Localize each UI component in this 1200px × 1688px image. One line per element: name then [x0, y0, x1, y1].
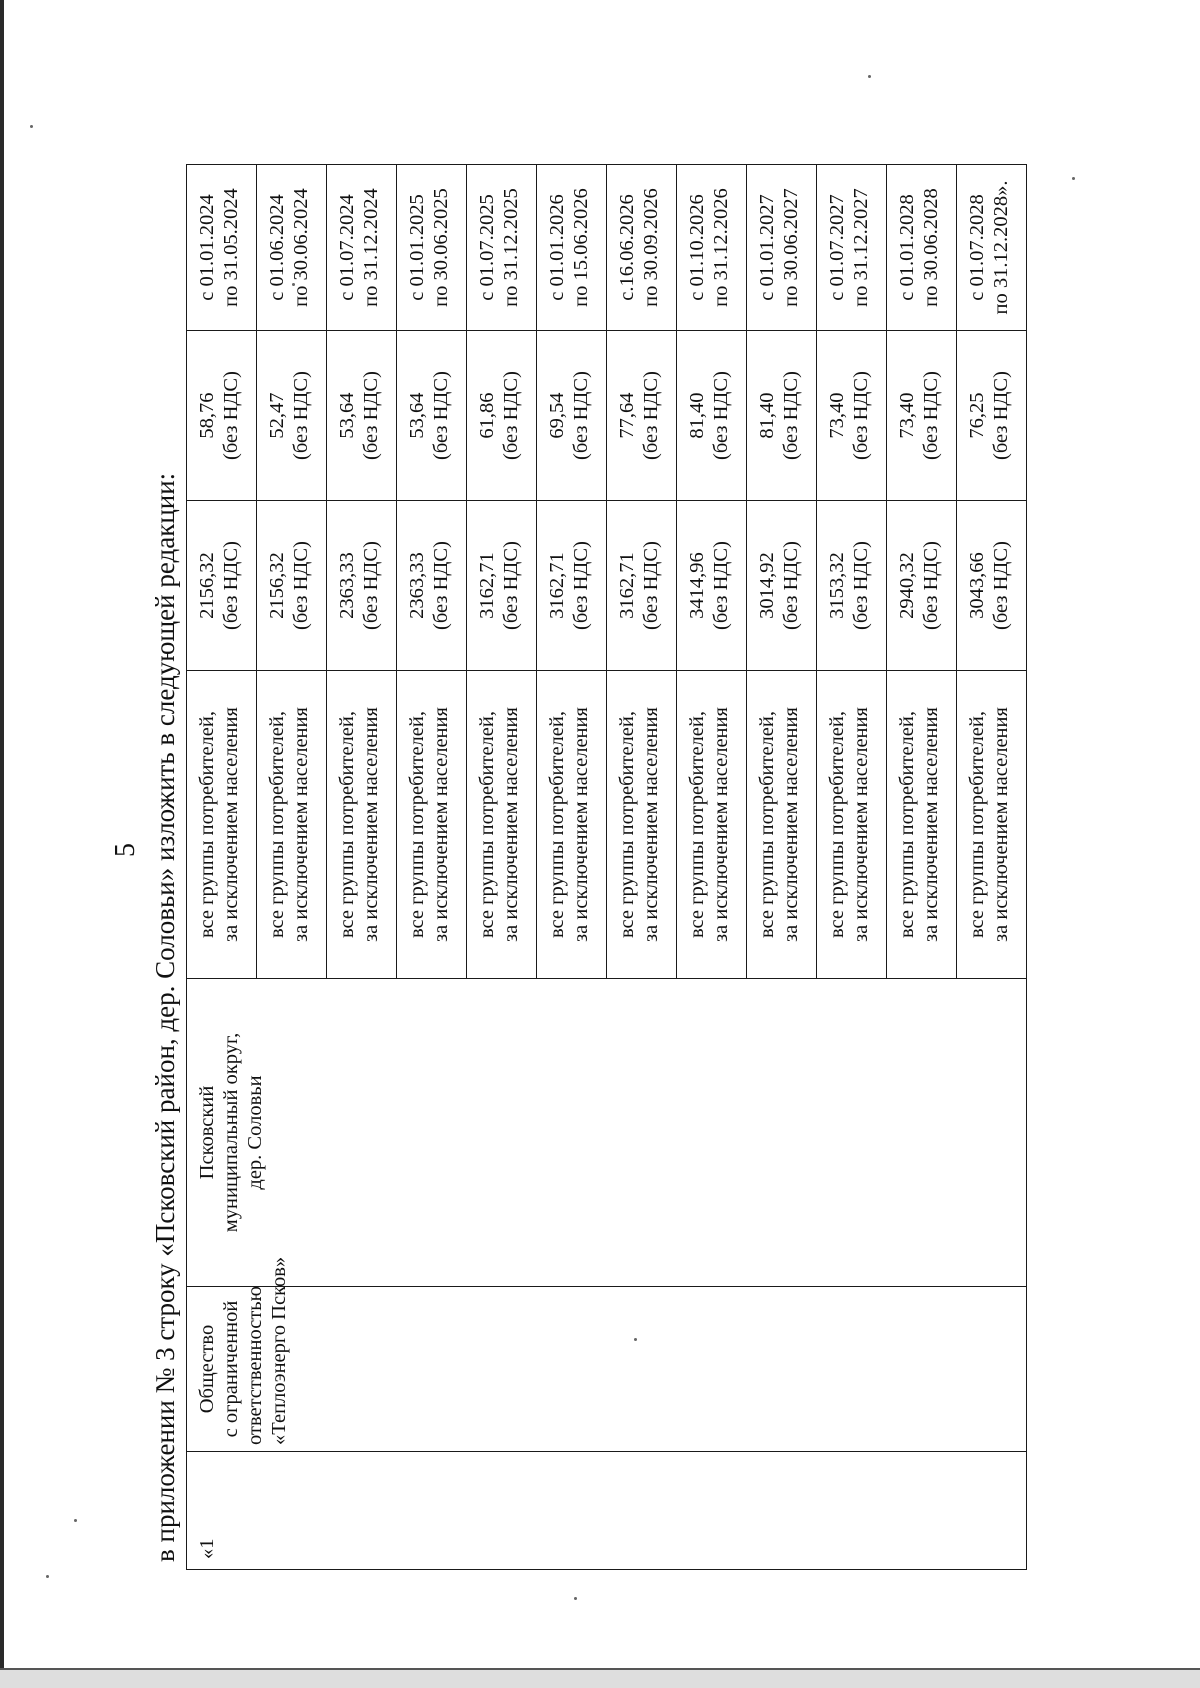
validity-period-cell	[397, 165, 467, 331]
tariff-rate-cell	[817, 331, 887, 501]
tariff-rate-cell	[327, 331, 397, 501]
organization-line: «Теплоэнерго Псков»	[268, 1256, 290, 1445]
consumer-group-line: все группы потребителей,	[266, 711, 288, 939]
tariff-value-line: (без НДС)	[920, 541, 942, 630]
validity-period-line: с 01.01.2026	[546, 194, 568, 301]
validity-period-line: с 01.01.2025	[406, 194, 428, 301]
tariff-rate-cell	[747, 331, 817, 501]
tariff-value-cell	[677, 501, 747, 671]
tariff-rate-line: 61,86	[476, 392, 498, 439]
validity-period-line: с 01.01.2028	[896, 194, 918, 301]
tariff-value-cell	[257, 501, 327, 671]
validity-period-line: с 01.06.2024	[266, 194, 288, 301]
scan-speck	[46, 1575, 49, 1578]
row-number-cell: «1	[187, 1452, 1027, 1570]
tariff-rate-line: 52,47	[266, 392, 288, 439]
validity-period-line: с 01.07.2028	[966, 194, 988, 301]
validity-period-line: с 01.10.2026	[686, 194, 708, 301]
tariff-value-cell	[397, 501, 467, 671]
tariff-value-line: 2363,33	[406, 552, 428, 619]
validity-period-cell	[467, 165, 537, 331]
validity-period-cell	[537, 165, 607, 331]
validity-period-line: по 31.12.2025	[500, 188, 522, 307]
validity-period-cell	[817, 165, 887, 331]
tariff-value-line: 3153,32	[826, 552, 848, 619]
consumer-group-line: все группы потребителей,	[896, 711, 918, 939]
scan-speck	[574, 1597, 577, 1600]
consumer-group-cell	[467, 671, 537, 979]
tariff-rate-cell	[187, 331, 257, 501]
consumer-group-line: все группы потребителей,	[686, 711, 708, 939]
validity-period-cell	[677, 165, 747, 331]
scan-binding-edge	[0, 0, 4, 1686]
tariff-rate-line: 81,40	[756, 392, 778, 439]
tariff-value-line: 3162,71	[546, 552, 568, 619]
scan-bottom-edge	[0, 1668, 1200, 1688]
validity-period-line: по 30.06.2024	[290, 188, 312, 307]
tariff-value-line: 2156,32	[266, 552, 288, 619]
consumer-group-cell	[607, 671, 677, 979]
tariff-value-line: 3162,71	[476, 552, 498, 619]
page-number: 5	[110, 843, 141, 857]
consumer-group-cell	[187, 671, 257, 979]
tariff-rate-line: 69,54	[546, 392, 568, 439]
validity-period-cell	[327, 165, 397, 331]
consumer-group-cell	[537, 671, 607, 979]
tariff-rate-line: (без НДС)	[850, 371, 872, 460]
tariff-rate-cell	[607, 331, 677, 501]
tariff-value-line: (без НДС)	[570, 541, 592, 630]
scan-speck	[74, 1519, 77, 1522]
consumer-group-line: за исключением населения	[360, 707, 382, 942]
organization-cell	[187, 1256, 1027, 1452]
tariff-value-cell	[747, 501, 817, 671]
organization-line: ответственностью	[244, 1286, 266, 1445]
validity-period-line: по 31.12.2026	[710, 188, 732, 307]
validity-period-line: по 15.06.2026	[570, 188, 592, 307]
tariff-value-line: 3414,96	[686, 552, 708, 619]
tariff-value-line: 2940,32	[896, 552, 918, 619]
tariff-rate-line: 73,40	[896, 392, 918, 439]
tariff-table-body	[187, 165, 1027, 1570]
tariff-value-line: 3014,92	[756, 552, 778, 619]
consumer-group-line: за исключением населения	[920, 707, 942, 942]
consumer-group-line: за исключением населения	[220, 707, 242, 942]
validity-period-cell	[607, 165, 677, 331]
consumer-group-line: все группы потребителей,	[966, 711, 988, 939]
scan-speck	[1072, 177, 1075, 180]
consumer-group-cell	[887, 671, 957, 979]
tariff-rate-cell	[397, 331, 467, 501]
validity-period-line: по 30.09.2026	[640, 188, 662, 307]
tariff-value-cell	[607, 501, 677, 671]
consumer-group-cell	[677, 671, 747, 979]
consumer-group-cell	[957, 671, 1027, 979]
organization-line: Общество	[196, 1324, 218, 1414]
tariff-rate-line: 81,40	[686, 392, 708, 439]
tariff-rate-line: 53,64	[406, 392, 428, 439]
validity-period-cell	[257, 165, 327, 331]
location-line: Псковский	[196, 1085, 218, 1180]
validity-period-line: по 30.06.2028	[920, 188, 942, 307]
validity-period-line: по 30.06.2025	[430, 188, 452, 307]
tariff-value-line: (без НДС)	[990, 541, 1012, 630]
tariff-value-cell	[187, 501, 257, 671]
validity-period-cell	[887, 165, 957, 331]
tariff-rate-line: (без НДС)	[990, 371, 1012, 460]
tariff-rate-line: (без НДС)	[640, 371, 662, 460]
tariff-value-line: (без НДС)	[360, 541, 382, 630]
consumer-group-line: за исключением населения	[850, 707, 872, 942]
tariff-rate-line: (без НДС)	[430, 371, 452, 460]
tariff-rate-line: 76,25	[966, 392, 988, 439]
tariff-rate-line: 77,64	[616, 392, 638, 439]
consumer-group-cell	[747, 671, 817, 979]
tariff-rate-cell	[887, 331, 957, 501]
validity-period-line: по 31.12.2028».	[990, 180, 1012, 315]
validity-period-cell	[187, 165, 257, 331]
consumer-group-line: за исключением населения	[990, 707, 1012, 942]
location-line: муниципальный округ,	[220, 1032, 242, 1233]
validity-period-line: с 01.07.2024	[336, 194, 358, 301]
consumer-group-line: за исключением населения	[430, 707, 452, 942]
tariff-value-line: (без НДС)	[850, 541, 872, 630]
validity-period-line: с.16.06.2026	[616, 194, 638, 301]
rotated-document-page	[110, 130, 1050, 1570]
tariff-value-line: 2156,32	[196, 552, 218, 619]
tariff-rate-line: (без НДС)	[220, 371, 242, 460]
tariff-value-line: (без НДС)	[220, 541, 242, 630]
tariff-value-cell	[817, 501, 887, 671]
validity-period-line: с 01.01.2024	[196, 194, 218, 301]
tariff-rate-line: (без НДС)	[780, 371, 802, 460]
consumer-group-cell	[397, 671, 467, 979]
consumer-group-line: за исключением населения	[500, 707, 522, 942]
tariff-value-line: (без НДС)	[430, 541, 452, 630]
tariff-value-line: (без НДС)	[290, 541, 312, 630]
consumer-group-line: все группы потребителей,	[756, 711, 778, 939]
consumer-group-cell	[817, 671, 887, 979]
tariff-rate-cell	[537, 331, 607, 501]
tariff-value-line: 2363,33	[336, 552, 358, 619]
tariff-rate-line: 58,76	[196, 392, 218, 439]
validity-period-line: по 31.12.2027	[850, 188, 872, 307]
tariff-value-line: (без НДС)	[710, 541, 732, 630]
tariff-value-cell	[957, 501, 1027, 671]
tariff-rate-cell	[467, 331, 537, 501]
tariff-value-line: (без НДС)	[780, 541, 802, 630]
tariff-value-cell	[537, 501, 607, 671]
consumer-group-line: все группы потребителей,	[406, 711, 428, 939]
tariff-rate-line: (без НДС)	[290, 371, 312, 460]
tariff-table	[186, 164, 1027, 1570]
tariff-value-cell	[887, 501, 957, 671]
tariff-value-cell	[467, 501, 537, 671]
validity-period-cell	[747, 165, 817, 331]
organization-line: с ограниченной	[220, 1300, 242, 1438]
validity-period-line: по 31.12.2024	[360, 188, 382, 307]
document-heading: в приложении № 3 строку «Псковский район, дер. Соловьи» изложить в следующей редакции:	[150, 472, 180, 1562]
validity-period-cell	[957, 165, 1027, 331]
location-line: дер. Соловьи	[244, 1075, 266, 1190]
tariff-rate-line: 53,64	[336, 392, 358, 439]
tariff-value-cell	[327, 501, 397, 671]
consumer-group-line: все группы потребителей,	[546, 711, 568, 939]
scan-speck	[30, 125, 33, 128]
tariff-rate-line: (без НДС)	[360, 371, 382, 460]
tariff-rate-line: (без НДС)	[500, 371, 522, 460]
consumer-group-line: за исключением населения	[640, 707, 662, 942]
tariff-rate-line: 73,40	[826, 392, 848, 439]
consumer-group-line: за исключением населения	[710, 707, 732, 942]
tariff-rate-cell	[957, 331, 1027, 501]
tariff-rate-cell	[257, 331, 327, 501]
consumer-group-line: все группы потребителей,	[826, 711, 848, 939]
consumer-group-line: все группы потребителей,	[616, 711, 638, 939]
tariff-value-line: 3043,66	[966, 552, 988, 619]
tariff-rate-line: (без НДС)	[920, 371, 942, 460]
validity-period-line: по 31.05.2024	[220, 188, 242, 307]
consumer-group-line: все группы потребителей,	[476, 711, 498, 939]
location-cell	[187, 979, 1027, 1287]
consumer-group-cell	[257, 671, 327, 979]
tariff-value-line: 3162,71	[616, 552, 638, 619]
table-row	[187, 165, 257, 1570]
validity-period-line: с 01.01.2027	[756, 194, 778, 301]
tariff-value-line: (без НДС)	[500, 541, 522, 630]
tariff-rate-line: (без НДС)	[570, 371, 592, 460]
consumer-group-line: за исключением населения	[570, 707, 592, 942]
tariff-value-line: (без НДС)	[640, 541, 662, 630]
consumer-group-cell	[327, 671, 397, 979]
consumer-group-line: за исключением населения	[290, 707, 312, 942]
validity-period-line: с 01.07.2027	[826, 194, 848, 301]
validity-period-line: с 01.07.2025	[476, 194, 498, 301]
validity-period-line: по 30.06.2027	[780, 188, 802, 307]
consumer-group-line: все группы потребителей,	[336, 711, 358, 939]
scan-speck	[868, 75, 871, 78]
tariff-rate-cell	[677, 331, 747, 501]
consumer-group-line: все группы потребителей,	[196, 711, 218, 939]
consumer-group-line: за исключением населения	[780, 707, 802, 942]
tariff-rate-line: (без НДС)	[710, 371, 732, 460]
